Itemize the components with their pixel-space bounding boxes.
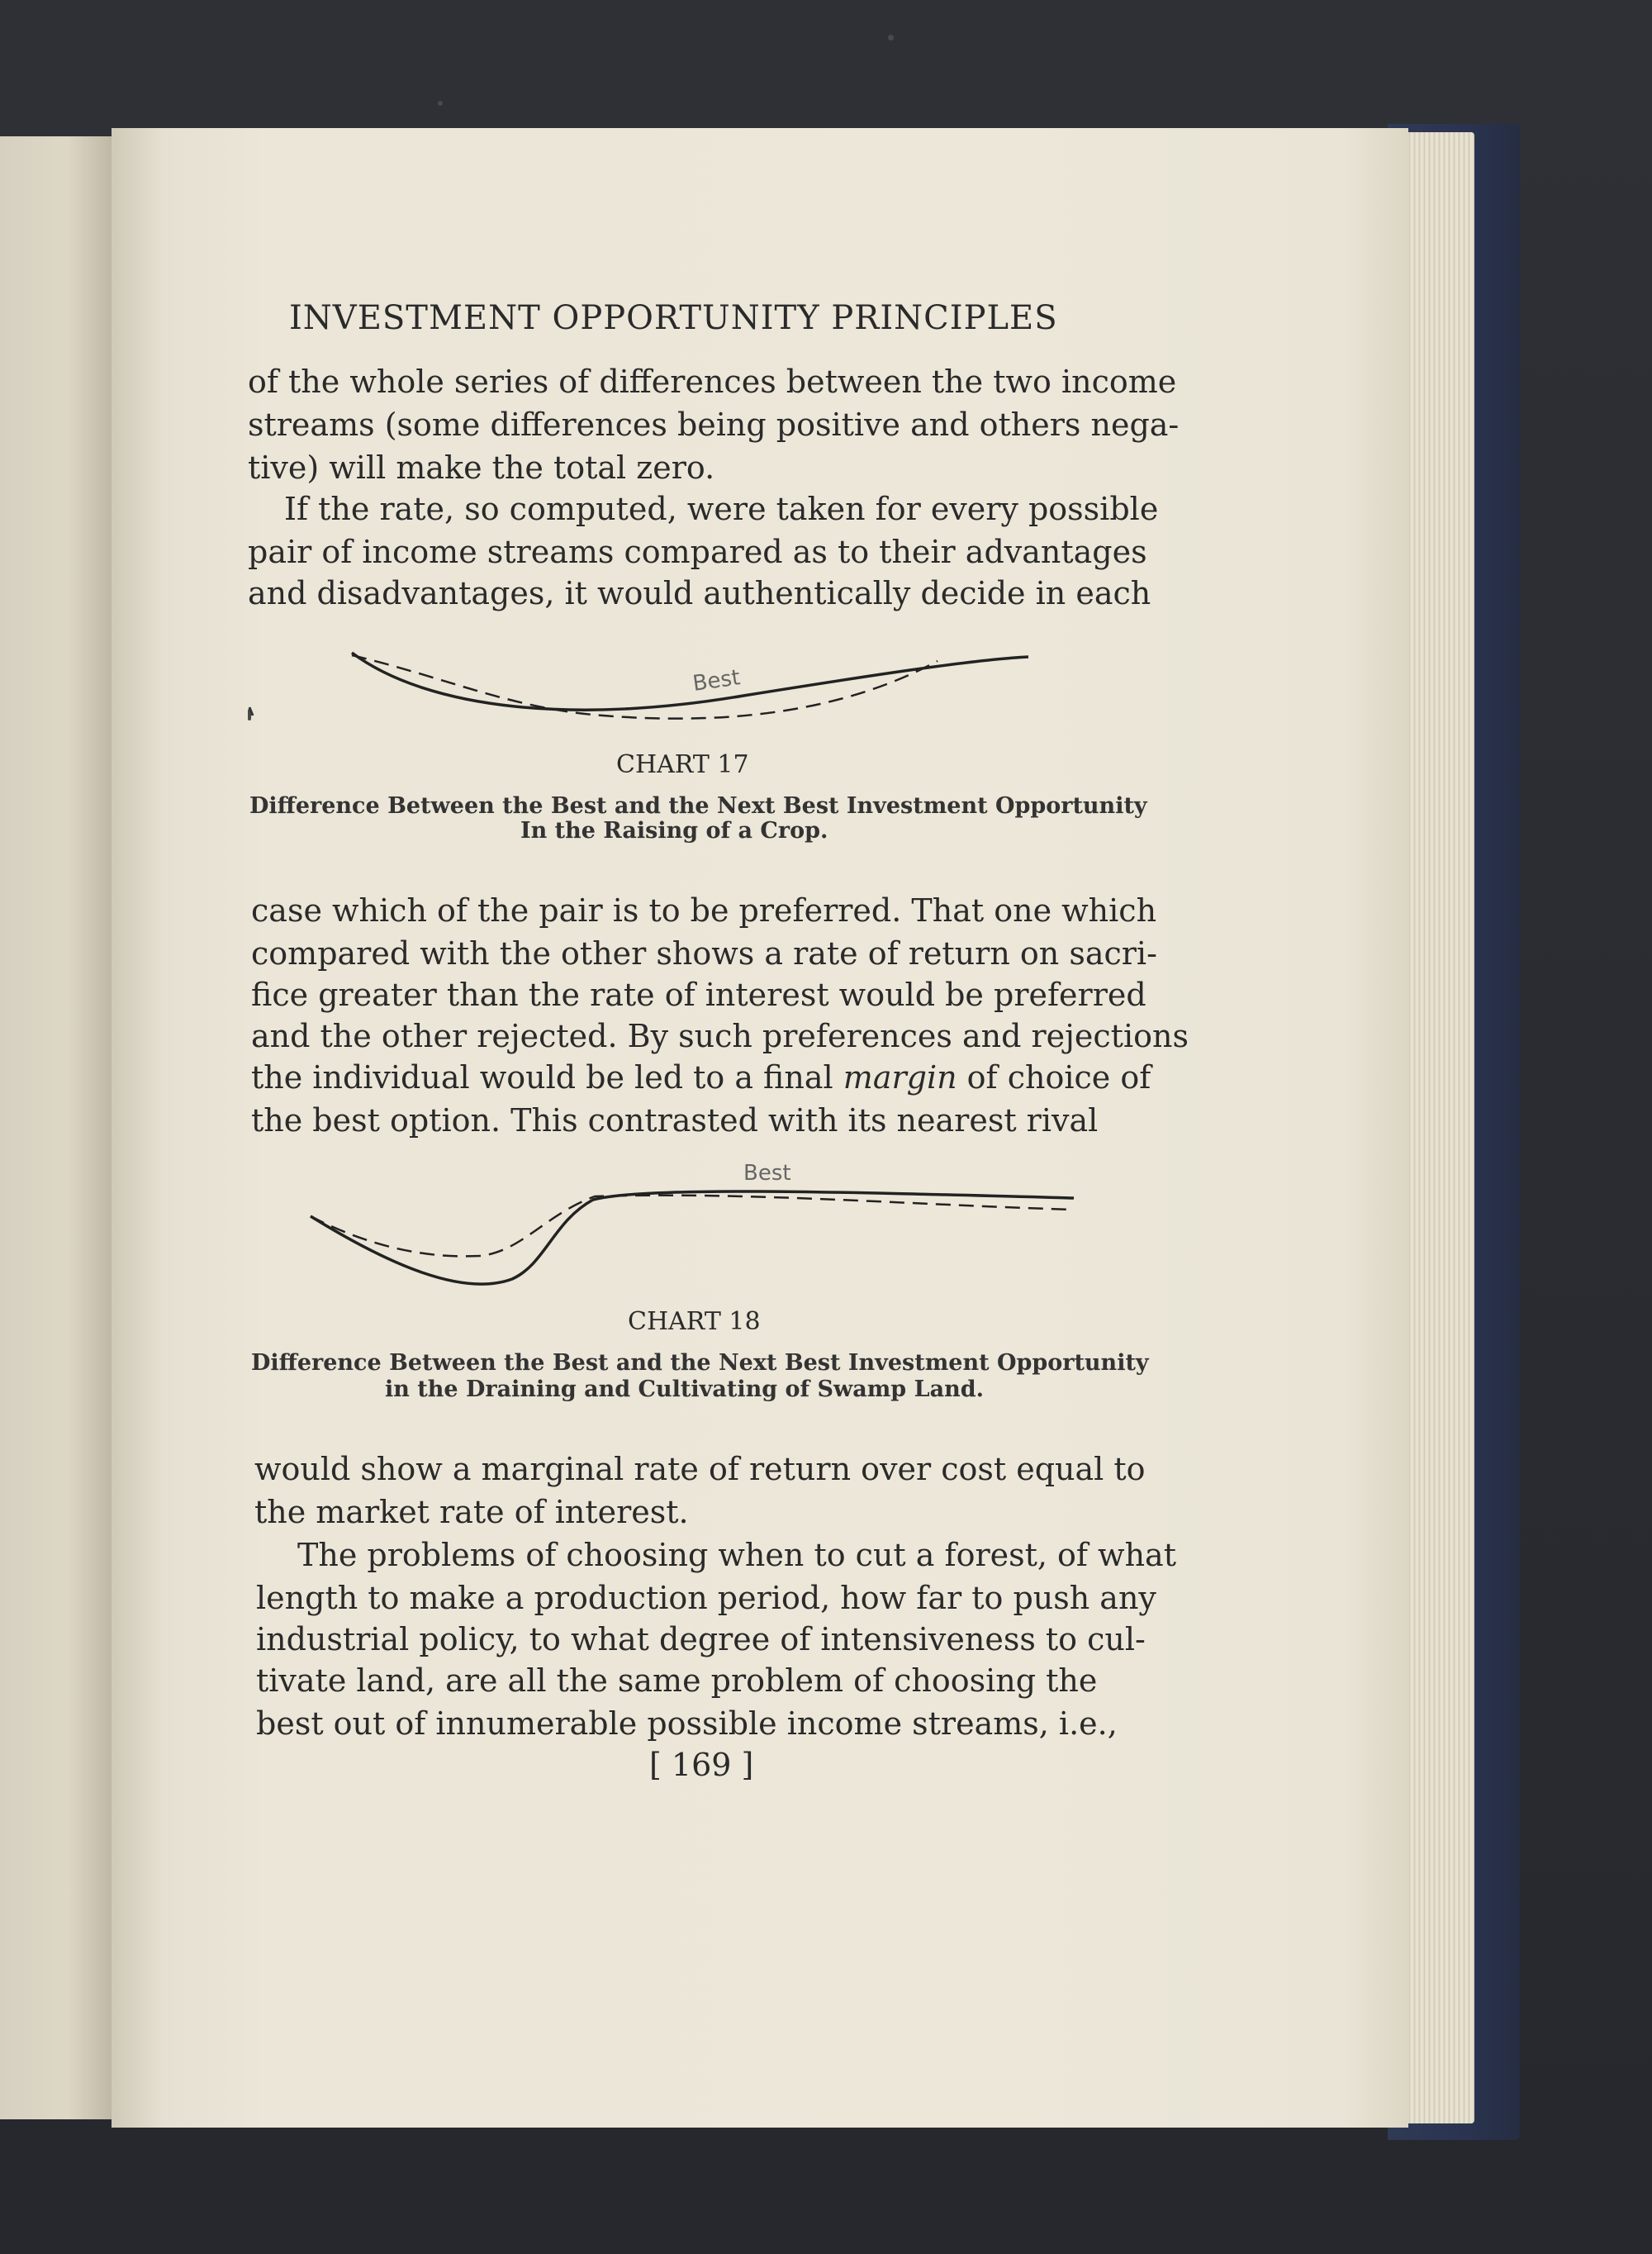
chart-18-caption: Difference Between the Best and the Next Best Investment Opportunity — [251, 1350, 1149, 1376]
chart-18-next-best-curve — [311, 1196, 1074, 1257]
text-fragment: of choice of — [957, 1059, 1151, 1096]
chart-18-best-annotation: Best — [743, 1161, 791, 1186]
text-line: the best option. This contrasted with its nearest rival — [251, 1102, 1099, 1139]
text-line: length to make a production period, how far to push any — [256, 1580, 1156, 1616]
text-line: best out of innumerable possible income streams, i.e., — [256, 1705, 1118, 1742]
text-line: industrial policy, to what degree of intensiveness to cul- — [256, 1621, 1146, 1657]
text-line: the market rate of interest. — [254, 1494, 689, 1530]
chart-17-best-annotation: Best — [691, 665, 742, 697]
text-line: would show a marginal rate of return over cost equal to — [254, 1451, 1146, 1487]
text-line: and disadvantages, it would authentically decide in each — [248, 575, 1151, 611]
text-line: and the other rejected. By such preferences and rejections — [251, 1018, 1189, 1054]
text-fragment: the individual would be led to a final — [251, 1059, 843, 1096]
text-line: case which of the pair is to be preferred. That one which — [251, 892, 1157, 929]
text-line: pair of income streams compared as to their advantages — [248, 534, 1147, 570]
text-line: The problems of choosing when to cut a forest, of what — [297, 1537, 1176, 1573]
emphasis-margin: margin — [843, 1059, 957, 1096]
text-line: fice greater than the rate of interest would be preferred — [251, 977, 1146, 1013]
text-line: If the rate, so computed, were taken for every possible — [284, 491, 1159, 527]
chart-17-caption: Difference Between the Best and the Next Best Investment Opportunity — [249, 793, 1147, 819]
chart-18-caption: in the Draining and Cultivating of Swamp Land. — [385, 1377, 984, 1402]
chart-17-caption: In the Raising of a Crop. — [520, 818, 828, 844]
text-line: compared with the other shows a rate of return on sacri- — [251, 935, 1157, 972]
text-line: streams (some differences being positive and others nega- — [248, 407, 1180, 443]
chart-18-label: CHART 18 — [628, 1307, 761, 1336]
text-line: of the whole series of differences between the two income — [248, 364, 1177, 400]
chart-17-label: CHART 17 — [616, 750, 749, 779]
page-number: [ 169 ] — [649, 1747, 754, 1783]
text-line: tivate land, are all the same problem of choosing the — [256, 1662, 1098, 1699]
text-line: tive) will make the total zero. — [248, 449, 715, 486]
running-head: INVESTMENT OPPORTUNITY PRINCIPLES — [289, 299, 1058, 337]
